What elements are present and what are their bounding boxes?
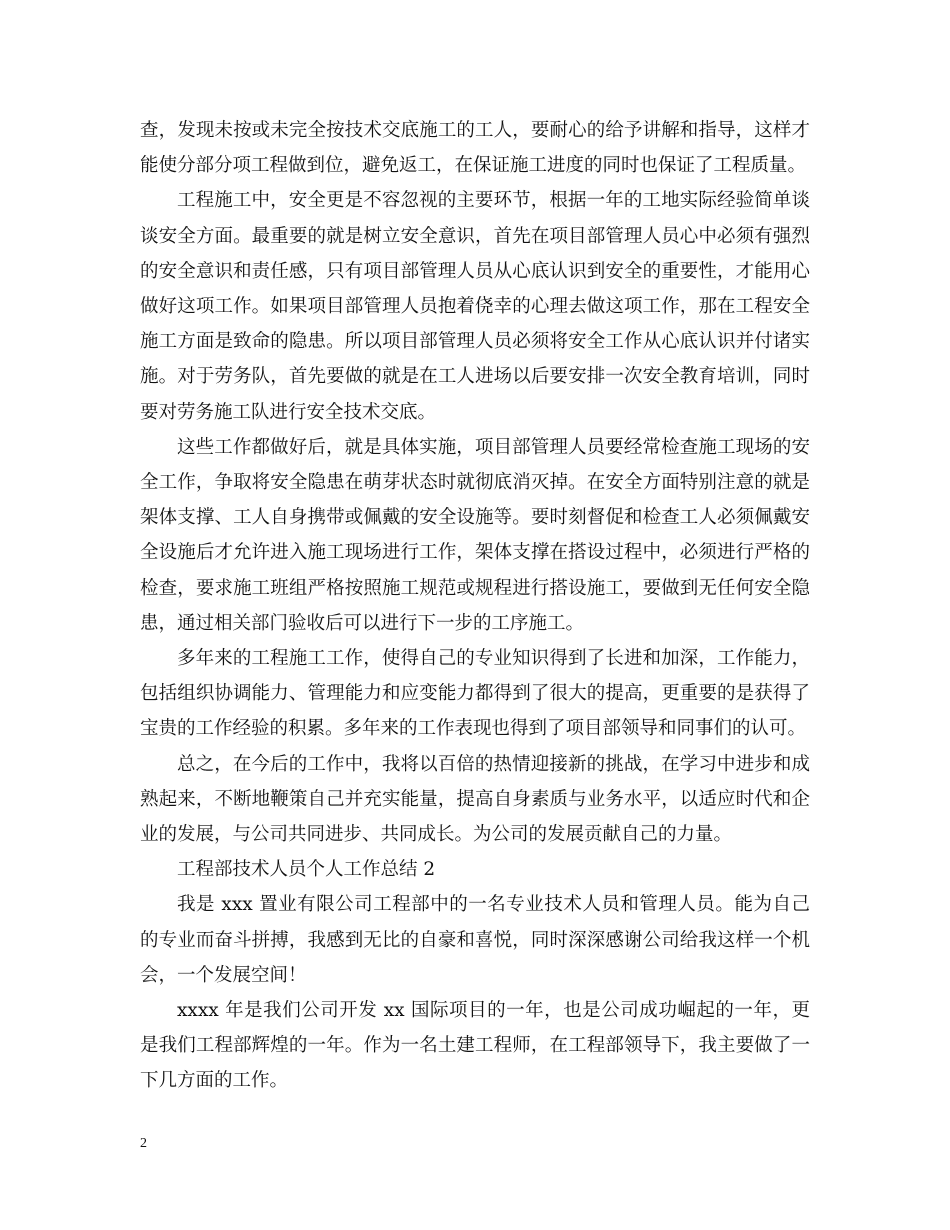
- document-body: [140, 113, 810, 1099]
- section-heading: 工程部技术人员个人工作总结 2: [177, 859, 436, 881]
- paragraph-conclusion: 总之，在今后的工作中，我将以百倍的热情迎接新的挑战，在学习中进步和成熟起来，不断地鞭策自己并充实能量，提高自身素质与业务水平，以适应时代和企业的发展，与公司共同进步、共同成长。为公司的发展贡献自己的力量。: [140, 753, 810, 846]
- paragraph-year-review: xxxx 年是我们公司开发 xx 国际项目的一年，也是公司成功崛起的一年，更是我们工程部辉煌的一年。作为一名土建工程师，在工程部领导下，我主要做了一下几方面的工作。: [140, 1000, 810, 1092]
- page-number: 2: [140, 1136, 147, 1151]
- paragraph-introduction: 我是 xxx 置业有限公司工程部中的一名专业技术人员和管理人员。能为自己的专业而奋斗拼搏，我感到无比的自豪和喜悦，同时深深感谢公司给我这样一个机会，一个发展空间！: [140, 894, 810, 986]
- paragraph-continued: 查，发现未按或未完全按技术交底施工的工人，要耐心的给予讲解和指导，这样才能使分部分项工程做到位，避免返工，在保证施工进度的同时也保证了工程质量。: [140, 120, 810, 177]
- paragraph-safety: 工程施工中，安全更是不容忽视的主要环节，根据一年的工地实际经验简单谈谈安全方面。最重要的就是树立安全意识，首先在项目部管理人员心中必须有强烈的安全意识和责任感，只有项目部管理人员从心底认识到安全的重要性，才能用心做好这项工作。如果项目部管理人员抱着侥幸的心理去做这项工作，那在工程安全施工方面是致命的隐患。所以项目部管理人员必须将安全工作从心底认识并付诸实施。对于劳务队，首先要做的就是在工人进场以后要安排一次安全教育培训，同时要对劳务施工队进行安全技术交底。: [140, 190, 810, 423]
- paragraph-implementation: 这些工作都做好后，就是具体实施，项目部管理人员要经常检查施工现场的安全工作，争取将安全隐患在萌芽状态时就彻底消灭掉。在安全方面特别注意的就是架体支撑、工人自身携带或佩戴的安全设施等。要时刻督促和检查工人必须佩戴安全设施后才允许进入施工现场进行工作，架体支撑在搭设过程中，必须进行严格的检查，要求施工班组严格按照施工规范或规程进行搭设施工，要做到无任何安全隐患，通过相关部门验收后可以进行下一步的工序施工。: [140, 436, 810, 634]
- paragraph-experience: 多年来的工程施工工作，使得自己的专业知识得到了长进和加深，工作能力，包括组织协调能力、管理能力和应变能力都得到了很大的提高，更重要的是获得了宝贵的工作经验的积累。多年来的工作表现也得到了项目部领导和同事们的认可。: [140, 648, 810, 740]
